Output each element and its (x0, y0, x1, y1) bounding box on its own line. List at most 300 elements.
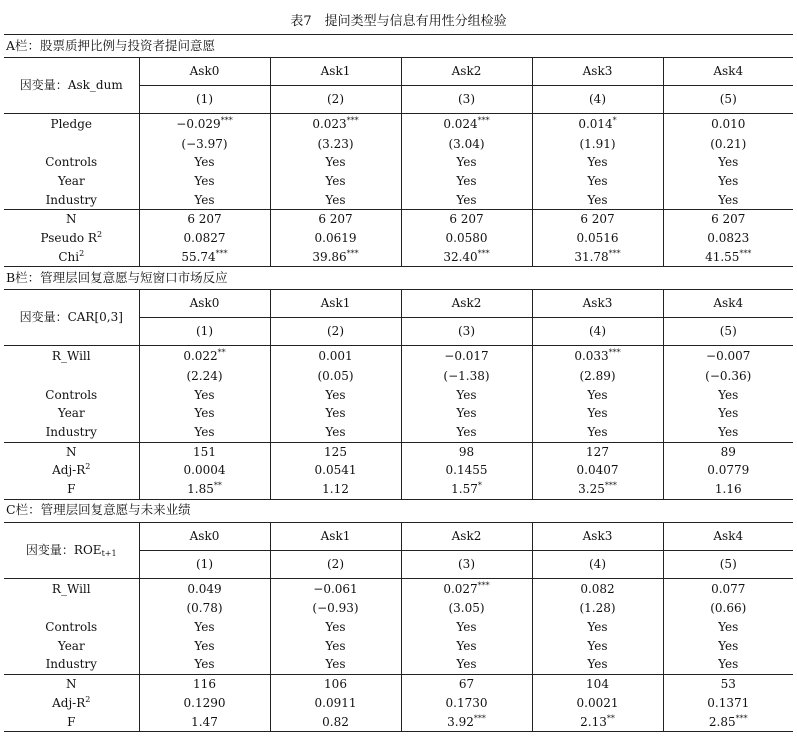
column-number-text: (3) (458, 92, 475, 106)
column-name: Ask3 (582, 64, 613, 78)
statistic-value (532, 229, 663, 248)
control-label (4, 153, 139, 172)
column-name: Ask1 (320, 296, 351, 311)
control-value-text: Yes (325, 192, 346, 207)
control-value-text: Yes (325, 387, 346, 402)
control-value (532, 404, 663, 423)
column-name: Ask4 (713, 296, 744, 311)
significance-stars: *** (735, 713, 748, 723)
control-value (663, 637, 793, 656)
column-number (663, 86, 793, 114)
cell-value: 0.0541 (314, 463, 357, 478)
control-row (4, 404, 793, 423)
control-value-text: Yes (325, 638, 346, 653)
t-statistic-row (4, 367, 793, 386)
cell-value: 6 207 (187, 212, 222, 227)
statistic-value (401, 229, 532, 248)
t-statistic-cell (532, 135, 663, 154)
statistic-name: N (66, 212, 77, 227)
statistic-name: F (67, 482, 76, 497)
table-body (4, 35, 793, 732)
regression-table (4, 34, 793, 732)
column-header (532, 290, 663, 318)
variable-name: R_Will (51, 349, 91, 364)
cell-value: 31.78 (574, 249, 609, 264)
t-statistic-cell (663, 367, 793, 386)
control-row (4, 655, 793, 674)
statistic-name-superscript: 2 (85, 462, 91, 472)
control-value-text: Yes (194, 638, 215, 653)
coefficient-cell (139, 578, 270, 599)
control-value (270, 404, 401, 423)
statistic-name-superscript: 2 (85, 694, 91, 704)
control-value (139, 386, 270, 405)
t-statistic-cell (532, 599, 663, 618)
dependent-variable-subscript: t+1 (101, 548, 117, 558)
column-number-text: (4) (589, 556, 606, 571)
control-value-text: Yes (718, 173, 739, 188)
statistic-name: Adj-R (52, 463, 86, 478)
t-statistic: (0.78) (186, 601, 223, 616)
dependent-variable-name: Ask_dum (67, 78, 123, 92)
dependent-variable-prefix: 因变量： (19, 310, 68, 325)
significance-stars: *** (739, 248, 752, 258)
control-label (4, 404, 139, 423)
statistic-value (270, 248, 401, 267)
control-value-text: Yes (587, 657, 608, 672)
cell-value: 0.001 (318, 349, 353, 364)
statistic-row (4, 210, 793, 229)
t-statistic-row (4, 135, 793, 154)
column-name: Ask2 (451, 528, 482, 543)
panel-title-text: A栏：股票质押比例与投资者提问意愿 (6, 37, 216, 53)
dependent-variable (4, 290, 139, 346)
control-label (4, 423, 139, 442)
control-row (4, 172, 793, 191)
statistic-row (4, 442, 793, 461)
cell-value: 0.1455 (445, 463, 488, 478)
cell-value: 0.027 (443, 581, 478, 596)
t-statistic: (−0.36) (705, 368, 752, 383)
control-value-text: Yes (456, 173, 477, 188)
column-number (401, 86, 532, 114)
control-value (139, 655, 270, 674)
t-statistic-cell (401, 599, 532, 618)
statistic-value (401, 248, 532, 267)
empty-label (4, 135, 139, 154)
panel-title-text: C栏：管理层回复意愿与未来业绩 (6, 502, 191, 518)
statistic-value (139, 229, 270, 248)
statistic-row (4, 675, 793, 694)
significance-stars: *** (215, 248, 228, 258)
coefficient-row (4, 346, 793, 367)
statistic-value (270, 229, 401, 248)
statistic-value (139, 442, 270, 461)
control-value-text: Yes (194, 387, 215, 402)
column-number (270, 550, 401, 578)
coefficient-cell (270, 578, 401, 599)
column-number-text: (4) (589, 324, 606, 339)
cell-value: 0.0021 (576, 695, 619, 710)
control-value (401, 191, 532, 210)
column-header-row (4, 58, 793, 86)
control-label (4, 637, 139, 656)
cell-value: 127 (586, 444, 609, 459)
coefficient-cell (139, 114, 270, 135)
control-row (4, 618, 793, 637)
control-row (4, 191, 793, 210)
panel-title-row (4, 267, 793, 290)
cell-value: 0.0779 (707, 463, 750, 478)
control-value (139, 172, 270, 191)
statistic-name: Chi (58, 249, 80, 264)
control-value (270, 191, 401, 210)
statistic-value (270, 210, 401, 229)
control-value-text: Yes (587, 155, 608, 170)
column-header (532, 58, 663, 86)
control-value (532, 618, 663, 637)
column-name: Ask4 (713, 528, 744, 543)
t-statistic: (−3.97) (181, 136, 228, 151)
control-value (532, 172, 663, 191)
cell-value: 0.023 (312, 117, 347, 131)
column-header-row (4, 522, 793, 550)
control-value-text: Yes (718, 155, 739, 170)
cell-value: 6 207 (318, 212, 353, 227)
statistic-value (139, 248, 270, 267)
coefficient-cell (532, 578, 663, 599)
control-value-text: Yes (718, 192, 739, 207)
column-header (663, 58, 793, 86)
statistic-value (663, 442, 793, 461)
control-value-text: Yes (456, 406, 477, 421)
coefficient-cell (401, 346, 532, 367)
statistic-value (532, 694, 663, 713)
column-name: Ask4 (713, 64, 744, 78)
control-value-text: Yes (456, 620, 477, 635)
coefficient-row (4, 114, 793, 135)
control-value-text: Yes (194, 173, 215, 188)
panel-title-text: B栏：管理层回复意愿与短窗口市场反应 (6, 270, 228, 286)
control-value (270, 386, 401, 405)
statistic-value (270, 675, 401, 694)
cell-value: 89 (720, 444, 736, 459)
coefficient-cell (270, 346, 401, 367)
control-value (663, 404, 793, 423)
statistic-label (4, 675, 139, 694)
control-value-text: Yes (587, 620, 608, 635)
control-row (4, 423, 793, 442)
t-statistic-cell (401, 135, 532, 154)
significance-stars: * (612, 116, 617, 125)
cell-value: 2.13 (580, 714, 607, 729)
panel-title-row (4, 499, 793, 522)
cell-value: 0.014 (578, 117, 613, 131)
coefficient-cell (532, 346, 663, 367)
column-number-text: (2) (327, 556, 344, 571)
statistic-value (401, 480, 532, 499)
significance-stars: ** (213, 481, 222, 491)
control-value (401, 655, 532, 674)
panel-title (4, 499, 793, 522)
statistic-value (663, 713, 793, 732)
column-name: Ask3 (582, 528, 613, 543)
control-value-text: Yes (587, 192, 608, 207)
column-name: Ask1 (320, 64, 351, 78)
cell-value: 0.024 (443, 117, 478, 131)
statistic-row (4, 694, 793, 713)
statistic-value (139, 694, 270, 713)
column-number-text: (1) (196, 324, 213, 339)
control-value-text: Yes (325, 620, 346, 635)
statistic-value (139, 480, 270, 499)
statistic-name: Adj-R (52, 695, 86, 710)
statistic-value (663, 694, 793, 713)
control-value-text: Yes (325, 425, 346, 440)
t-statistic-row (4, 599, 793, 618)
control-value (270, 637, 401, 656)
cell-value: 0.0827 (183, 231, 226, 246)
statistic-value (532, 210, 663, 229)
table-caption: 表7 提问类型与信息有用性分组检验 (290, 14, 507, 29)
column-number-text: (1) (196, 92, 213, 106)
statistic-name: N (66, 444, 77, 459)
significance-stars: ** (606, 713, 615, 723)
t-statistic-cell (401, 367, 532, 386)
control-value-text: Yes (194, 425, 215, 440)
statistic-value (270, 480, 401, 499)
statistic-value (401, 210, 532, 229)
statistic-row (4, 229, 793, 248)
column-number-text: (2) (327, 324, 344, 339)
statistic-value (270, 442, 401, 461)
significance-stars: *** (346, 248, 359, 258)
coefficient-cell (139, 346, 270, 367)
control-value-text: Yes (456, 657, 477, 672)
t-statistic: (−0.93) (312, 601, 359, 616)
column-header-row (4, 290, 793, 318)
t-statistic: (0.21) (710, 136, 747, 151)
control-value (139, 423, 270, 442)
variable-label (4, 114, 139, 135)
cell-value: 0.022 (183, 349, 218, 364)
t-statistic-cell (139, 135, 270, 154)
statistic-value (532, 442, 663, 461)
control-value (532, 637, 663, 656)
column-name: Ask0 (189, 296, 220, 311)
statistic-value (139, 461, 270, 480)
control-value (401, 618, 532, 637)
statistic-value (401, 694, 532, 713)
significance-stars: * (477, 481, 482, 491)
control-value-text: Yes (194, 155, 215, 170)
cell-value: 0.82 (322, 714, 349, 729)
coefficient-cell (663, 114, 793, 135)
dependent-variable (4, 522, 139, 578)
cell-value: 67 (458, 677, 475, 692)
t-statistic: (0.05) (317, 368, 354, 383)
t-statistic: (0.66) (710, 601, 747, 616)
statistic-label (4, 461, 139, 480)
statistic-label (4, 480, 139, 499)
statistic-value (401, 442, 532, 461)
statistic-label (4, 210, 139, 229)
control-value-text: Yes (587, 425, 608, 440)
statistic-value (663, 675, 793, 694)
statistic-value (270, 713, 401, 732)
column-number (270, 318, 401, 346)
cell-value: 0.0911 (314, 695, 357, 710)
cell-value: 0.077 (711, 581, 746, 596)
statistic-value (270, 694, 401, 713)
cell-value: 0.0823 (707, 231, 750, 246)
cell-value: −0.029 (176, 117, 221, 131)
control-value-text: Yes (718, 406, 739, 421)
control-value (532, 191, 663, 210)
control-value (139, 153, 270, 172)
t-statistic: (3.05) (448, 601, 485, 616)
statistic-name-superscript: 2 (96, 230, 103, 240)
t-statistic: (1.91) (579, 136, 616, 151)
column-number (532, 550, 663, 578)
column-header (139, 290, 270, 318)
control-name: Industry (45, 192, 97, 207)
t-statistic: (3.04) (448, 136, 485, 151)
control-value (139, 191, 270, 210)
control-row (4, 386, 793, 405)
column-number (663, 318, 793, 346)
variable-label (4, 346, 139, 367)
column-name: Ask3 (582, 296, 613, 311)
statistic-label (4, 442, 139, 461)
column-number (532, 86, 663, 114)
control-value (663, 386, 793, 405)
statistic-value (401, 461, 532, 480)
control-value (532, 153, 663, 172)
control-value (139, 404, 270, 423)
control-name: Industry (45, 425, 97, 440)
statistic-value (663, 210, 793, 229)
cell-value: 1.57 (451, 482, 478, 497)
dependent-variable-prefix: 因变量： (19, 78, 68, 92)
cell-value: 0.0580 (445, 231, 488, 246)
column-number (270, 86, 401, 114)
statistic-value (532, 480, 663, 499)
control-label (4, 386, 139, 405)
control-value-text: Yes (456, 425, 477, 440)
statistic-row (4, 248, 793, 267)
variable-name: R_Will (51, 581, 91, 596)
cell-value: 151 (193, 444, 216, 459)
coefficient-cell (401, 114, 532, 135)
t-statistic-cell (270, 367, 401, 386)
control-value (401, 172, 532, 191)
control-value (270, 172, 401, 191)
control-name: Industry (45, 657, 97, 672)
control-value-text: Yes (325, 406, 346, 421)
cell-value: 53 (720, 677, 736, 692)
cell-value: 0.0619 (314, 231, 357, 246)
control-value-text: Yes (194, 620, 215, 635)
statistic-row (4, 480, 793, 499)
control-label (4, 655, 139, 674)
panel-title (4, 267, 793, 290)
control-value (532, 655, 663, 674)
control-label (4, 172, 139, 191)
cell-value: 106 (324, 677, 347, 692)
control-value (401, 637, 532, 656)
cell-value: 1.16 (714, 482, 742, 497)
statistic-value (139, 675, 270, 694)
panel-title (4, 35, 793, 58)
column-header (401, 522, 532, 550)
control-value (401, 423, 532, 442)
column-header (139, 522, 270, 550)
cell-value: 39.86 (312, 249, 347, 264)
control-value-text: Yes (587, 387, 608, 402)
empty-label (4, 599, 139, 618)
column-number (532, 318, 663, 346)
statistic-value (663, 461, 793, 480)
control-value (139, 637, 270, 656)
statistic-label (4, 229, 139, 248)
control-name: Year (57, 406, 85, 421)
control-value (270, 655, 401, 674)
statistic-label (4, 248, 139, 267)
control-name: Year (57, 173, 85, 188)
column-header (401, 290, 532, 318)
empty-label (4, 367, 139, 386)
column-header (139, 58, 270, 86)
statistic-row (4, 461, 793, 480)
control-value (663, 423, 793, 442)
statistic-value (532, 248, 663, 267)
cell-value: 0.033 (574, 349, 609, 364)
column-header (270, 290, 401, 318)
cell-value: 3.92 (447, 714, 474, 729)
cell-value: 55.74 (181, 249, 216, 264)
t-statistic: (−1.38) (443, 368, 490, 383)
column-number-text: (5) (719, 324, 737, 339)
cell-value: 0.082 (580, 581, 615, 596)
control-value (270, 423, 401, 442)
cell-value: 6 207 (580, 212, 615, 227)
significance-stars: *** (477, 580, 490, 590)
control-row (4, 637, 793, 656)
column-number-text: (3) (458, 556, 475, 571)
control-value (532, 386, 663, 405)
control-label (4, 618, 139, 637)
column-header (532, 522, 663, 550)
dependent-variable-name: ROE (73, 542, 102, 557)
cell-value: 32.40 (443, 249, 478, 264)
column-header (401, 58, 532, 86)
column-name: Ask1 (320, 528, 351, 543)
column-name: Ask0 (189, 64, 220, 78)
control-value (401, 404, 532, 423)
dependent-variable-prefix: 因变量： (25, 542, 74, 557)
control-value-text: Yes (587, 173, 608, 188)
statistic-value (401, 713, 532, 732)
statistic-name: Pseudo R (40, 231, 97, 246)
statistic-value (532, 461, 663, 480)
column-number-text: (4) (589, 92, 606, 106)
coefficient-cell (663, 578, 793, 599)
column-number (663, 550, 793, 578)
cell-value: 3.25 (578, 482, 605, 497)
t-statistic-cell (139, 367, 270, 386)
control-value-text: Yes (194, 406, 215, 421)
